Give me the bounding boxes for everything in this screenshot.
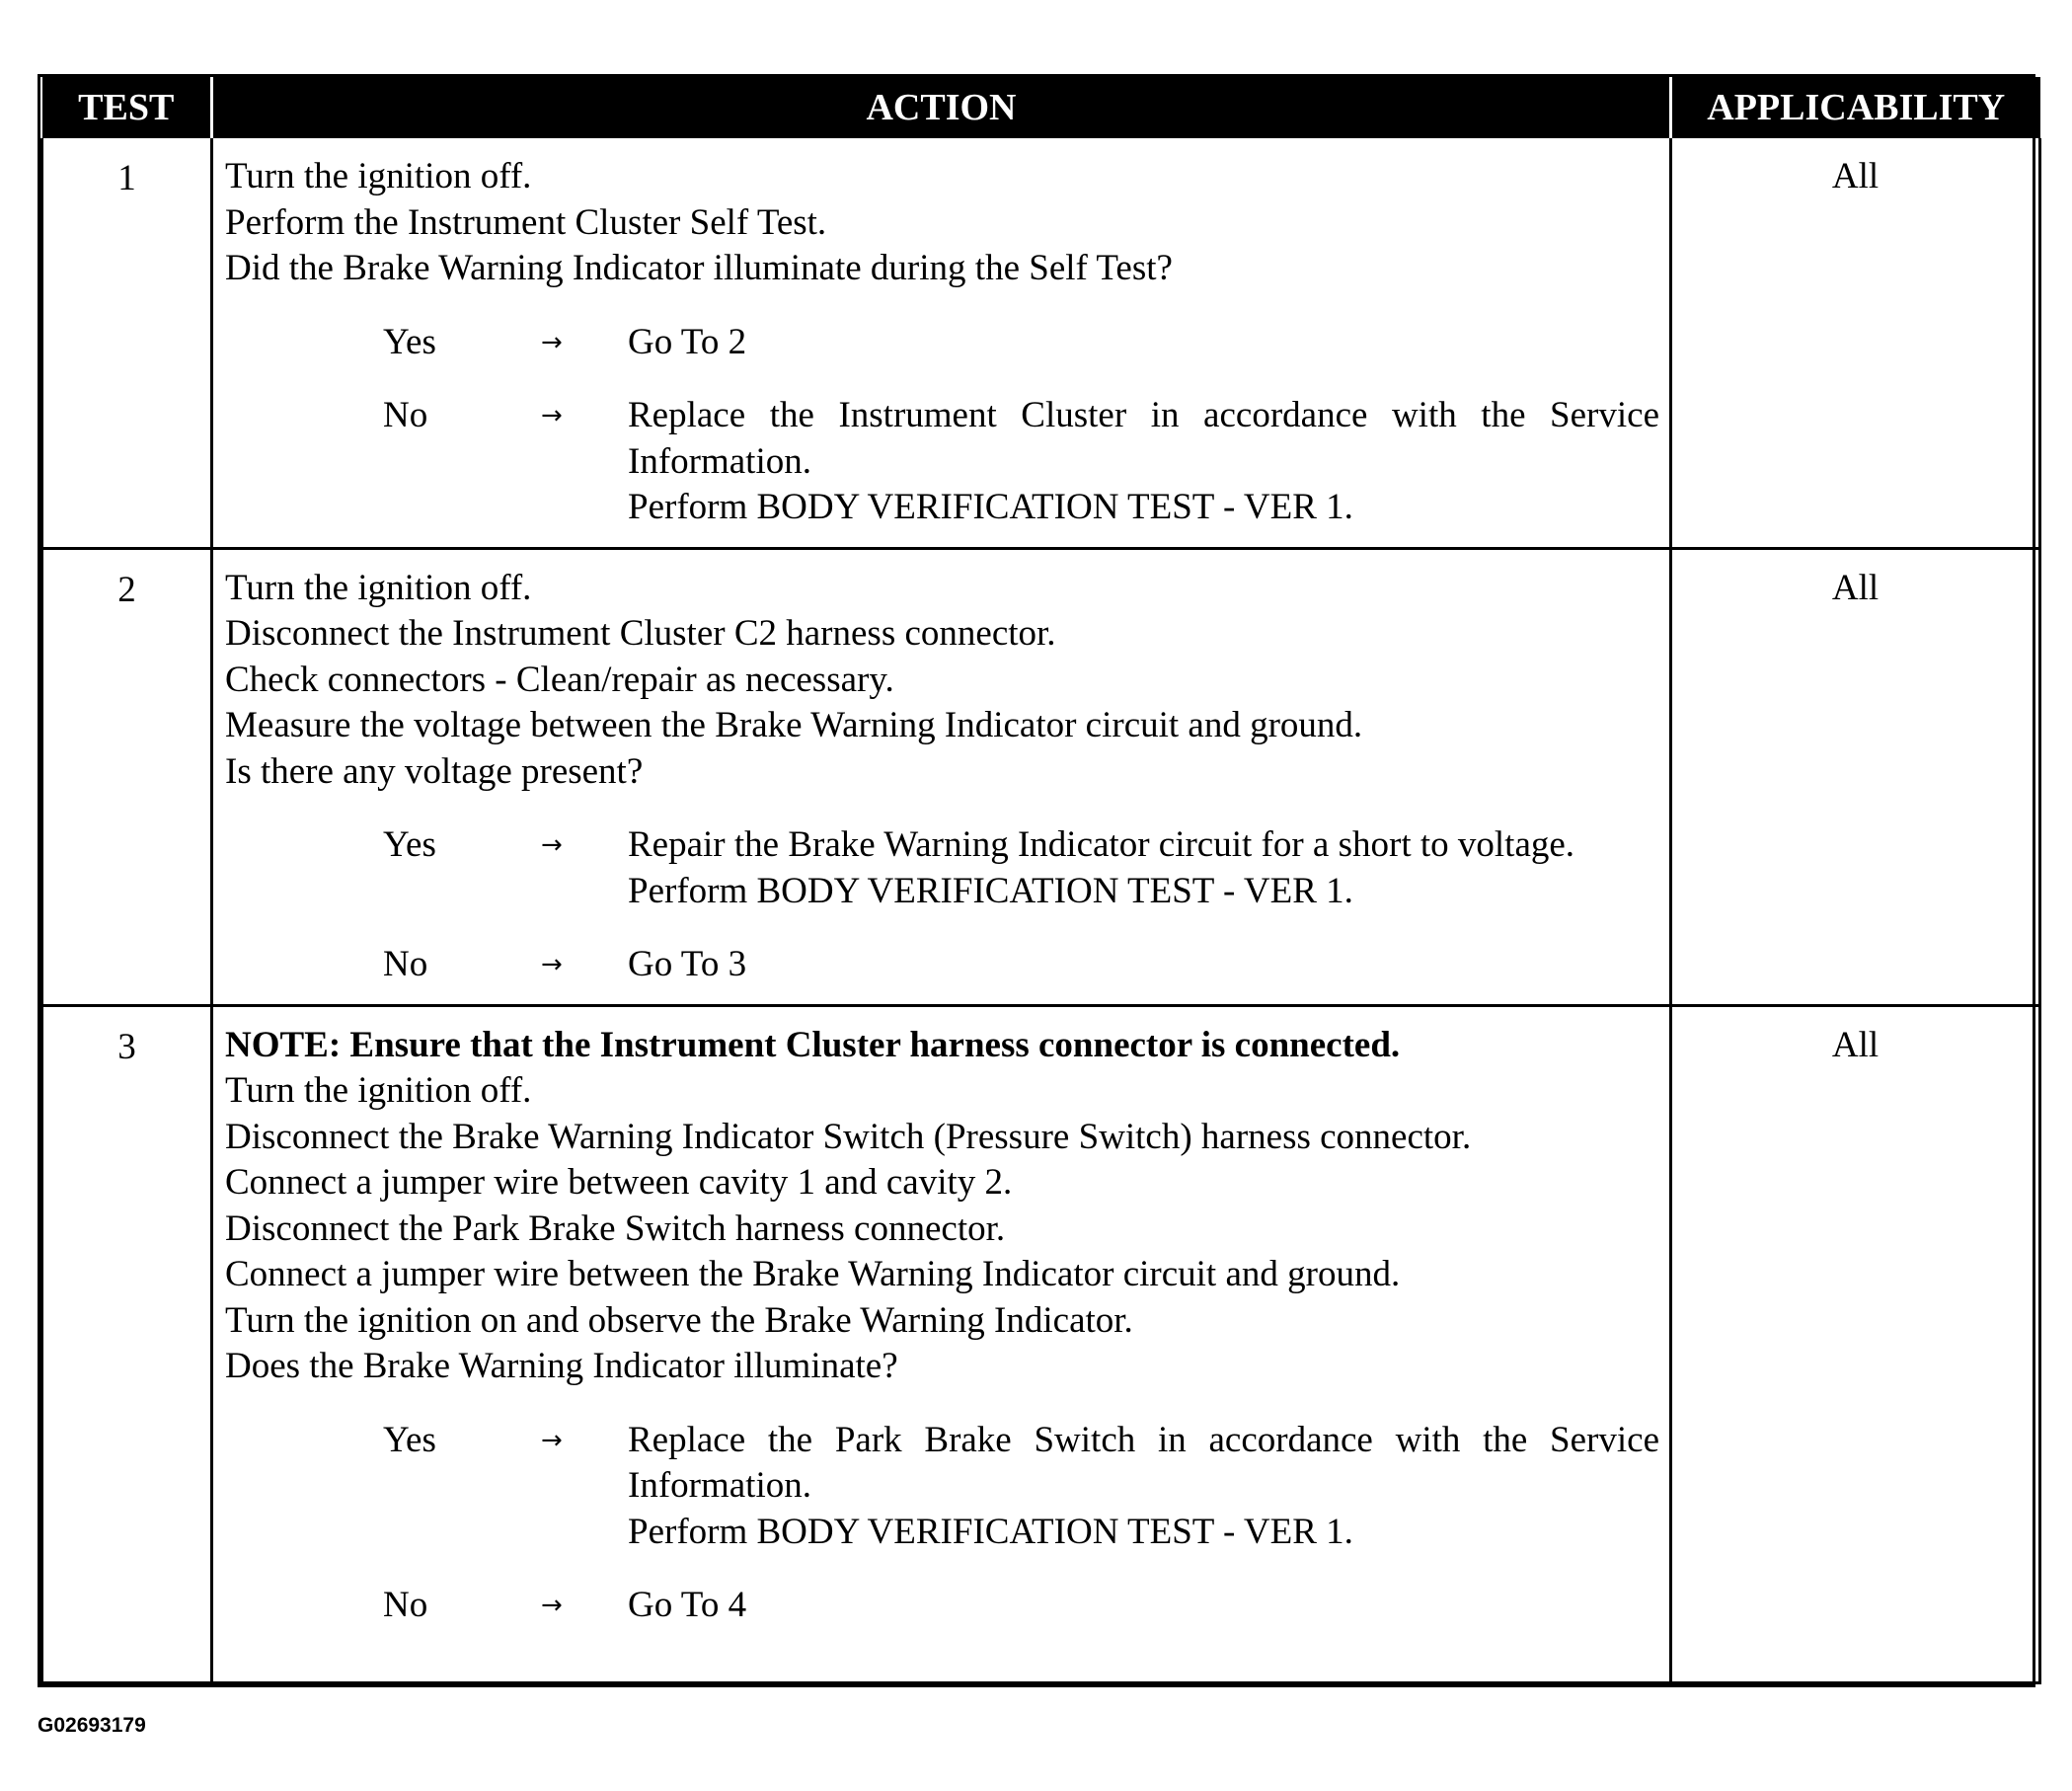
table-row: [42, 1005, 2040, 1682]
yes-label: Yes: [383, 824, 436, 865]
action-step: Connect a jumper wire between the Brake Warning Indicator circuit and ground.: [225, 1254, 1401, 1294]
action-step: Turn the ignition on and observe the Brake Warning Indicator.: [225, 1299, 1133, 1341]
outcome-line: Go To 2: [628, 321, 747, 362]
outcome-line: Go To 4: [628, 1585, 747, 1625]
no-outcome: [628, 942, 1659, 988]
yes-outcome: [628, 822, 1659, 914]
test-number: 3: [42, 1005, 212, 1682]
outcome-line: Perform BODY VERIFICATION TEST - VER 1.: [628, 487, 1353, 527]
outcome-line: Replace the Instrument Cluster in accordance with the Service Information.: [628, 395, 1659, 482]
action-step: Turn the ignition off.: [225, 567, 532, 608]
arrow-right-icon: →: [541, 1425, 563, 1455]
no-label: No: [383, 1585, 428, 1625]
header-action: ACTION: [212, 77, 1671, 138]
no-branch: [225, 942, 1659, 988]
test-number: 1: [42, 138, 212, 548]
arrow-right-icon: →: [541, 327, 563, 357]
action-step: Perform the Instrument Cluster Self Test.: [225, 201, 827, 243]
figure-id: G02693179: [38, 1714, 146, 1737]
applicability-cell: All: [1671, 548, 2040, 1005]
applicability-cell: All: [1671, 138, 2040, 548]
table-row: [42, 548, 2040, 1005]
action-step: Turn the ignition off.: [225, 156, 532, 196]
no-outcome: [628, 1583, 1659, 1629]
yes-branch: [225, 1418, 1659, 1556]
note-text: NOTE: Ensure that the Instrument Cluster harness connector is connected.: [225, 1024, 1401, 1065]
action-cell: [212, 138, 1671, 548]
yes-branch: [225, 320, 1659, 366]
no-branch: [225, 1583, 1659, 1629]
arrow-right-icon: →: [541, 1591, 563, 1620]
action-step: Turn the ignition off.: [225, 1070, 532, 1111]
outcome-line: Replace the Park Brake Switch in accordance with the Service Information.: [628, 1419, 1659, 1506]
action-step: Did the Brake Warning Indicator illuminate during the Self Test?: [225, 248, 1173, 288]
diagnostic-table: [38, 74, 2035, 1687]
arrow-right-icon: →: [541, 401, 563, 430]
no-branch: [225, 393, 1659, 531]
arrow-right-icon: →: [541, 950, 563, 979]
test-number: 2: [42, 548, 212, 1005]
yes-outcome: [628, 1418, 1659, 1556]
no-label: No: [383, 944, 428, 984]
action-step: Disconnect the Park Brake Switch harness connector.: [225, 1207, 1006, 1249]
table-row: [42, 138, 2040, 548]
header-test: TEST: [42, 77, 212, 138]
table-header-row: [42, 77, 2040, 138]
no-label: No: [383, 395, 428, 435]
action-step: Does the Brake Warning Indicator illuminate?: [225, 1346, 898, 1386]
outcome-line: Repair the Brake Warning Indicator circuit for a short to voltage.: [628, 824, 1575, 865]
yes-label: Yes: [383, 321, 436, 362]
arrow-right-icon: →: [541, 830, 563, 860]
action-cell: [212, 548, 1671, 1005]
header-applicability: APPLICABILITY: [1671, 77, 2040, 138]
outcome-line: Perform BODY VERIFICATION TEST - VER 1.: [628, 1511, 1353, 1552]
action-step: Check connectors - Clean/repair as necessary.: [225, 659, 894, 700]
no-outcome: [628, 393, 1659, 531]
outcome-line: Perform BODY VERIFICATION TEST - VER 1.: [628, 870, 1353, 911]
applicability-cell: All: [1671, 1005, 2040, 1682]
action-step: Connect a jumper wire between cavity 1 and cavity 2.: [225, 1162, 1013, 1203]
action-step: Disconnect the Instrument Cluster C2 harness connector.: [225, 613, 1056, 654]
yes-outcome: [628, 320, 1659, 366]
action-step: Measure the voltage between the Brake Warning Indicator circuit and ground.: [225, 705, 1363, 745]
action-cell: [212, 1005, 1671, 1682]
action-step: Is there any voltage present?: [225, 750, 644, 792]
test-action-table: [40, 77, 2041, 1684]
yes-label: Yes: [383, 1419, 436, 1460]
yes-branch: [225, 822, 1659, 914]
outcome-line: Go To 3: [628, 944, 747, 984]
action-step: Disconnect the Brake Warning Indicator Switch (Pressure Switch) harness connector.: [225, 1116, 1472, 1157]
